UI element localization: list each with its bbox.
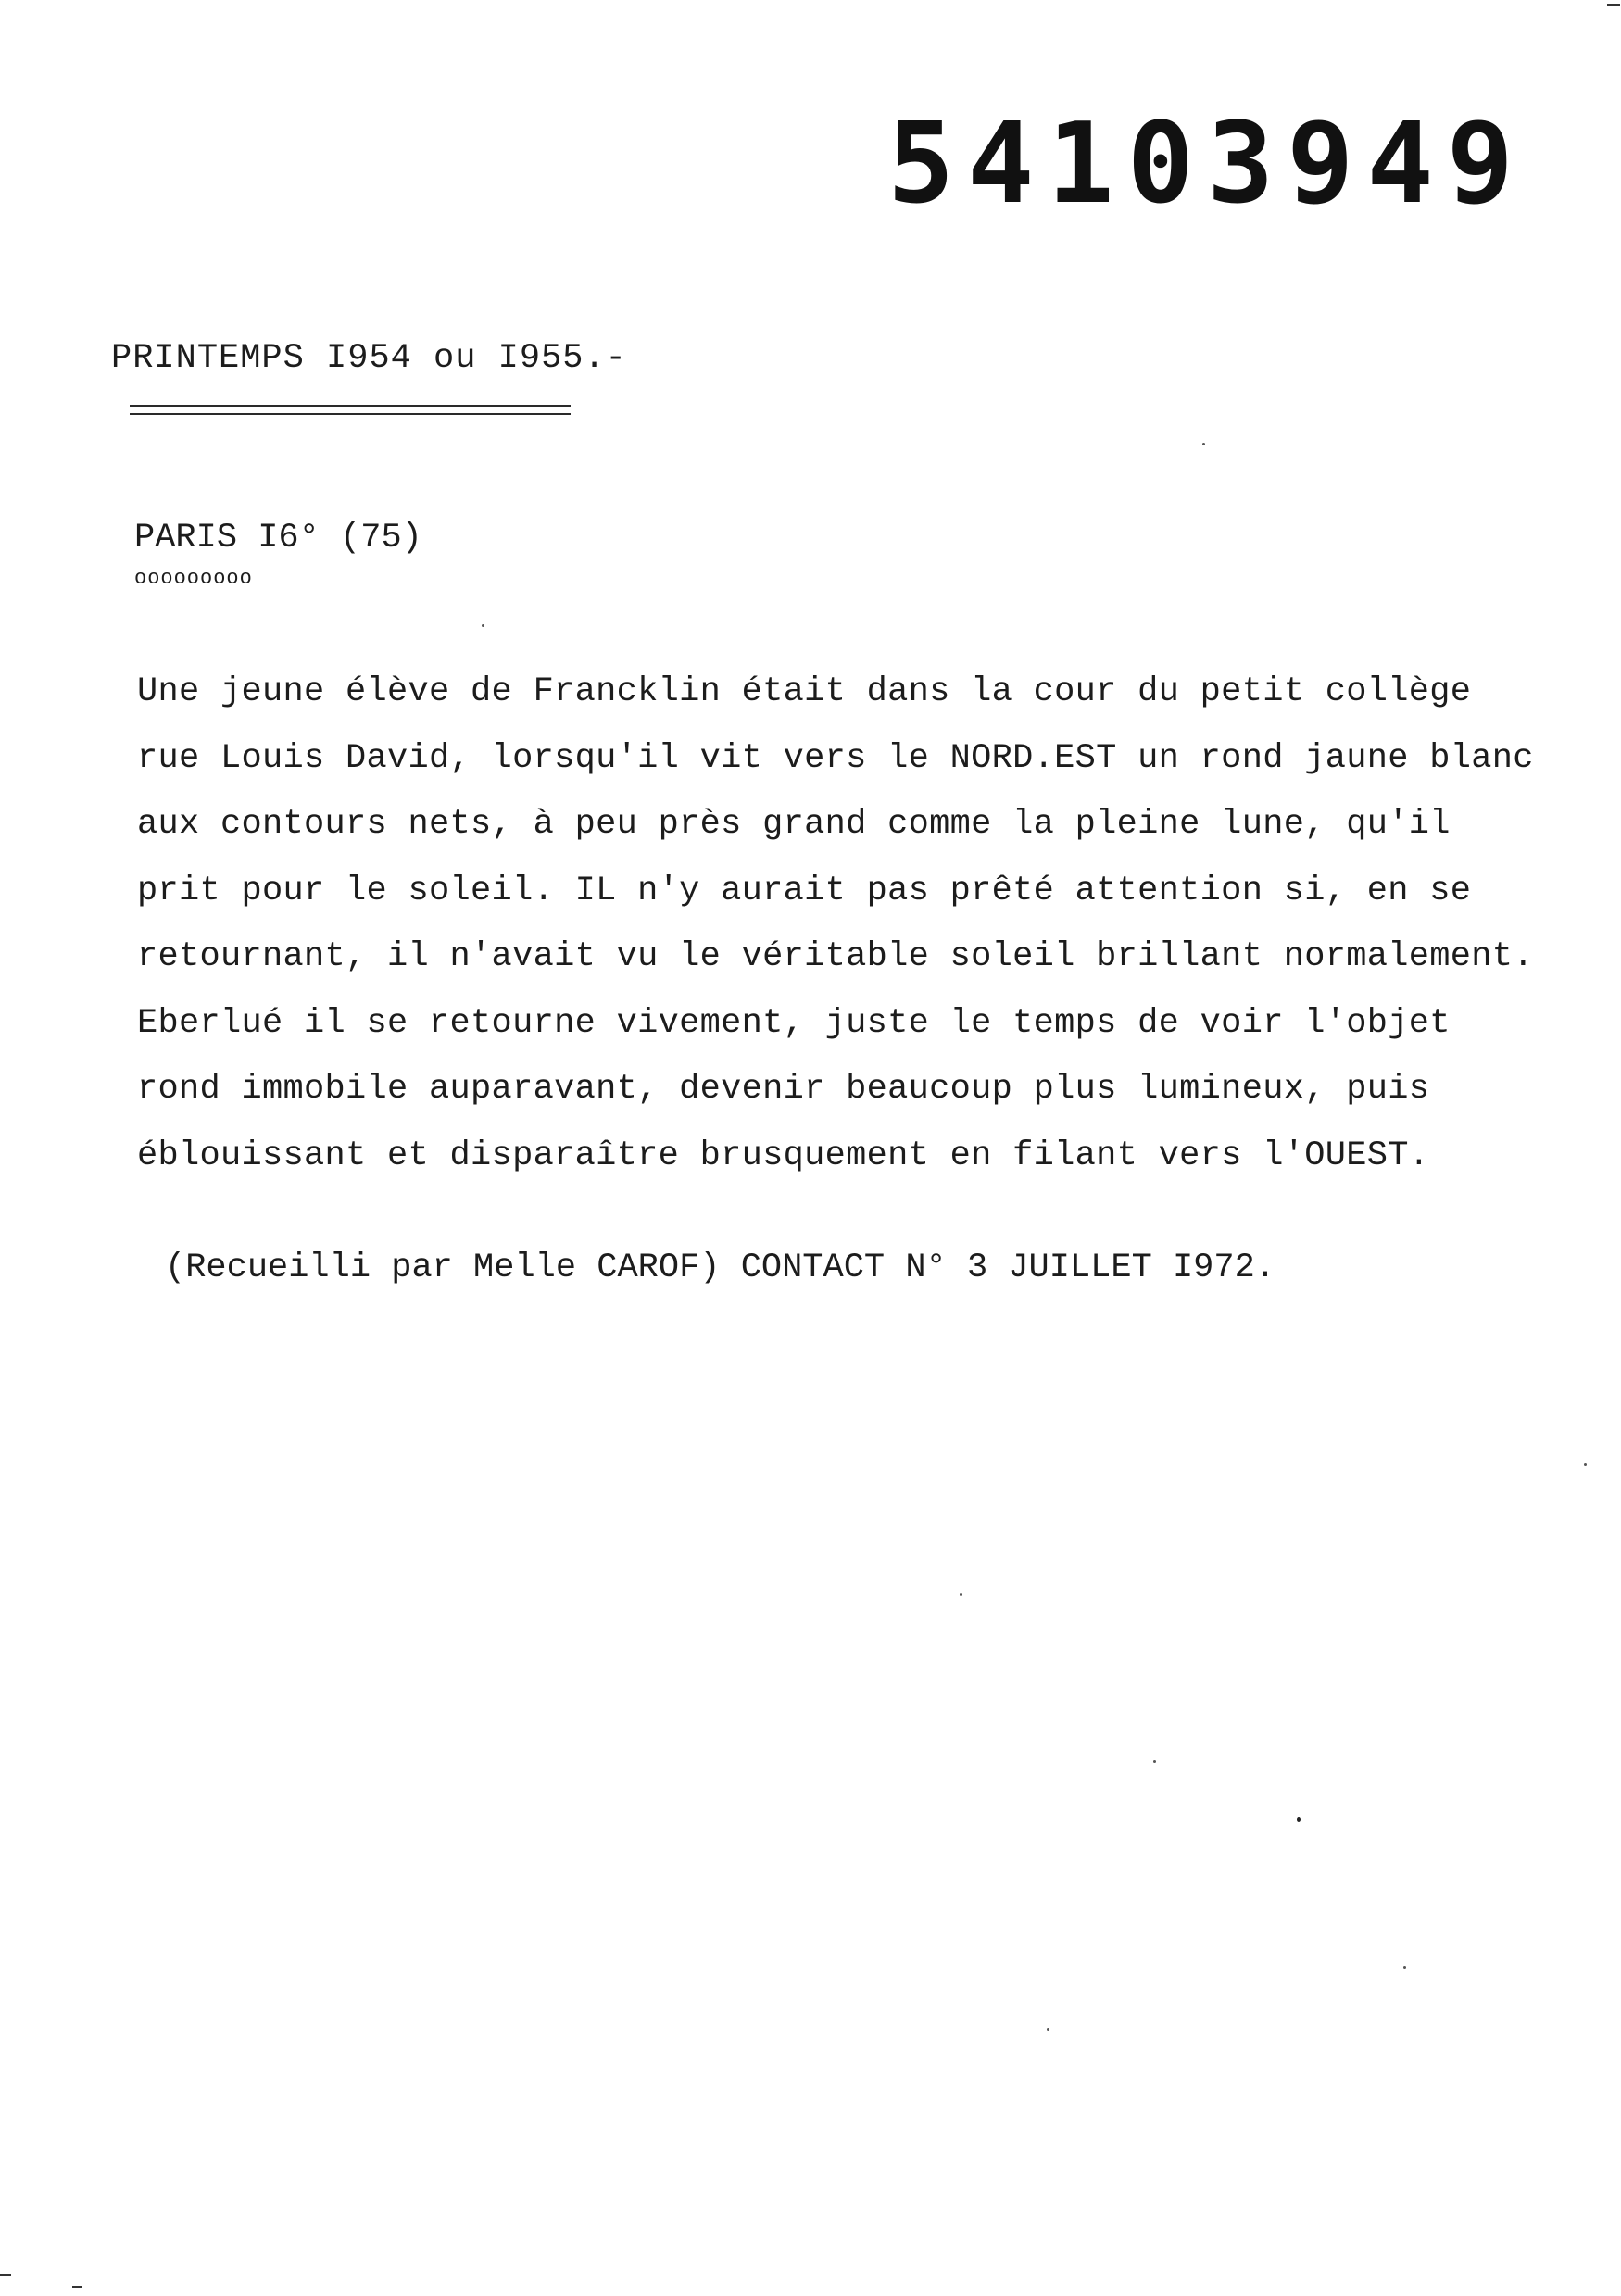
scan-speck	[1202, 443, 1205, 445]
scan-speck	[1403, 1966, 1406, 1969]
scan-speck	[1584, 1463, 1587, 1466]
body-line: retournant, il n'avait vu le véritable soleil brillant normalement.	[137, 937, 1534, 976]
report-body	[137, 659, 1601, 1189]
body-line: aux contours nets, à peu près grand comme la pleine lune, qu'il	[137, 805, 1451, 844]
body-line: Eberlué il se retourne vivement, juste le temps de voir l'objet	[137, 1003, 1451, 1043]
reference-number: 54103949	[887, 100, 1527, 229]
scan-edge-mark	[72, 2286, 82, 2288]
heading-underline	[130, 405, 571, 407]
body-line: rue Louis David, lorsqu'il vit vers le NORD.EST un rond jaune blanc	[137, 738, 1534, 778]
scan-edge-mark	[1607, 4, 1620, 6]
body-line: éblouissant et disparaître brusquement en filant vers l'OUEST.	[137, 1135, 1430, 1175]
body-line: Une jeune élève de Francklin était dans la cour du petit collège	[137, 672, 1472, 711]
source-note: (Recueilli par Melle CAROF) CONTACT N° 3 JUILLET I972.	[165, 1248, 1275, 1287]
body-line: rond immobile auparavant, devenir beaucoup plus lumineux, puis	[137, 1070, 1430, 1109]
scan-speck	[1153, 1760, 1156, 1763]
location-underline-marks: ooooooooo	[134, 567, 253, 590]
scan-edge-mark	[0, 2274, 11, 2276]
scan-speck	[482, 624, 484, 627]
scan-speck	[1047, 2028, 1049, 2031]
scan-speck	[1297, 1817, 1301, 1822]
heading-underline-double	[130, 413, 571, 415]
body-line: prit pour le soleil. IL n'y aurait pas prêté attention si, en se	[137, 871, 1472, 910]
scan-speck	[960, 1593, 962, 1596]
date-heading: PRINTEMPS I954 ou I955.-	[111, 339, 627, 378]
location-heading: PARIS I6° (75)	[134, 519, 422, 558]
